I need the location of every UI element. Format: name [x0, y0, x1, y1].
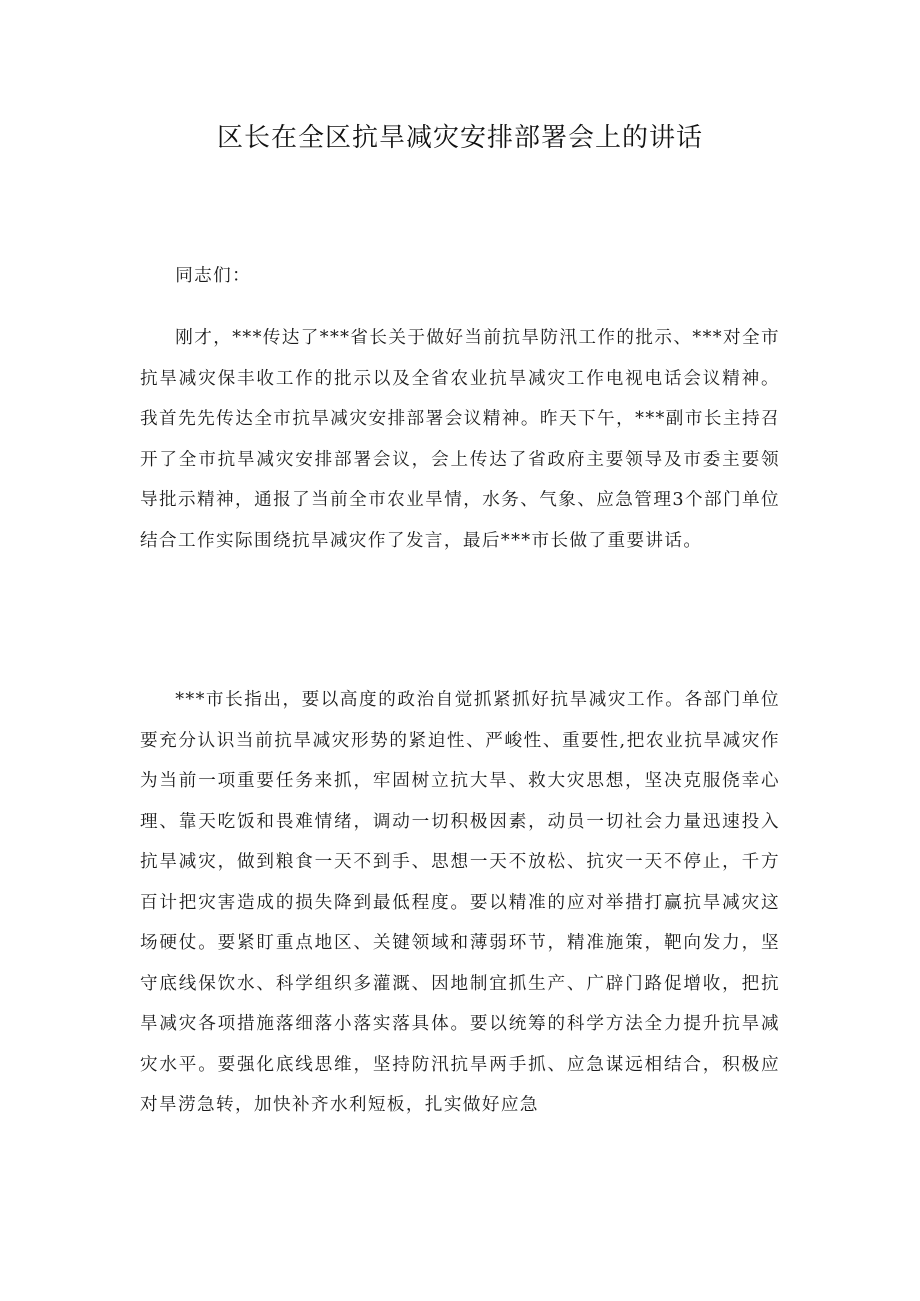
paragraph-1: 刚才，***传达了***省长关于做好当前抗旱防汛工作的批示、***对全市抗旱减灾保丰收工作的批示以及全省农业抗旱减灾工作电视电话会议精神。我首先先传达全市抗旱减灾安排部署会议精神。昨天下午，***副市长主持召开了全市抗旱减灾安排部署会议，会上传达了省政府主要领导及市委主要领导批示精神，通报了当前全市农业旱情，水务、气象、应急管理3个部门单位结合工作实际围绕抗旱减灾作了发言，最后***市长做了重要讲话。: [140, 328, 780, 551]
salutation: 同志们：: [175, 266, 252, 286]
document-title: 区长在全区抗旱减灾安排部署会上的讲话: [216, 123, 703, 153]
paragraph-2: ***市长指出，要以高度的政治自觉抓紧抓好抗旱减灾工作。各部门单位要充分认识当前抗旱减灾形势的紧迫性、严峻性、重要性,把农业抗旱减灾作为当前一项重要任务来抓，牢固树立抗大旱、救大灾思想，坚决克服侥幸心理、靠天吃饭和畏难情绪，调动一切积极因素，动员一切社会力量迅速投入抗旱减灾，做到粮食一天不到手、思想一天不放松、抗灾一天不停止，千方百计把灾害造成的损失降到最低程度。要以精准的应对举措打赢抗旱减灾这场硬仗。要紧盯重点地区、关键领域和薄弱环节，精准施策，靶向发力，坚守底线保饮水、科学组织多灌溉、因地制宜抓生产、广辟门路促增收，把抗旱减灾各项措施落细落小落实落具体。要以统筹的科学方法全力提升抗旱减灾水平。要强化底线思维，坚持防汛抗旱两手抓、应急谋远相结合，积极应对旱涝急转，加快补齐水利短板，扎实做好应急: [140, 690, 780, 1115]
